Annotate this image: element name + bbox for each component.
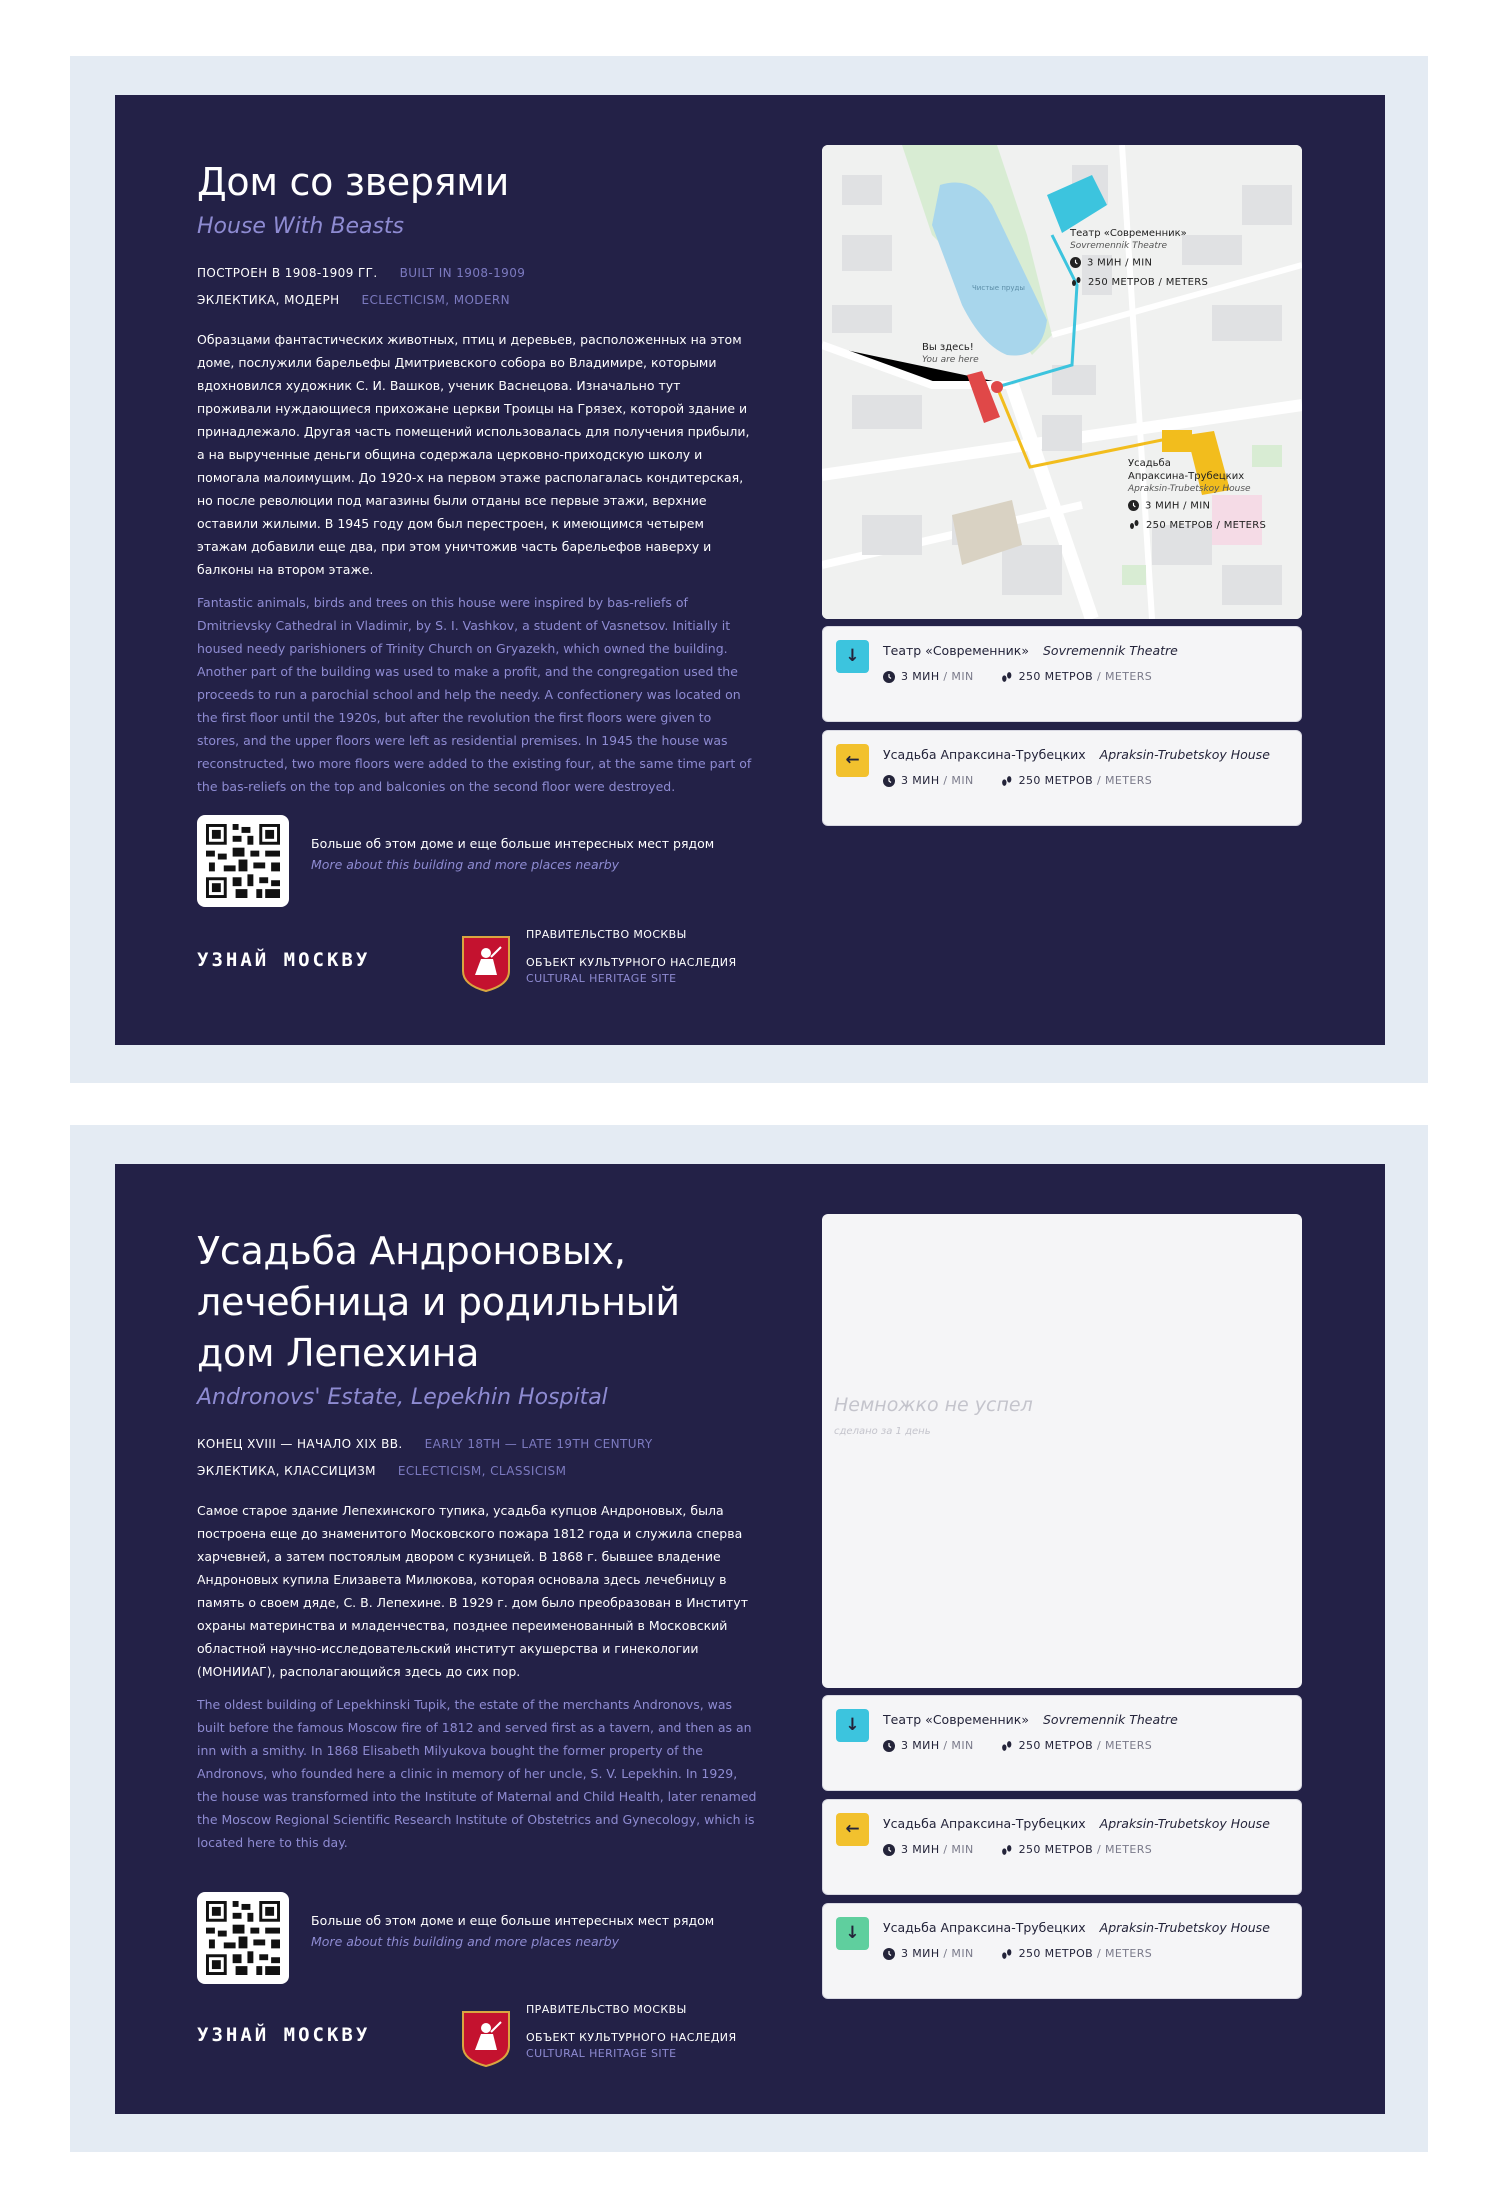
route-distance-ru: 250 МЕТРОВ: [1018, 1843, 1094, 1856]
moscow-emblem-icon: [461, 2010, 511, 2068]
footsteps-icon: [1070, 276, 1082, 288]
route-distance-ru: 250 МЕТРОВ: [1018, 1739, 1094, 1752]
route-distance-en: METERS: [1105, 1947, 1153, 1960]
meta-ru: КОНЕЦ XVIII — НАЧАЛО XIX ВВ.: [197, 1437, 403, 1451]
description-ru: Образцами фантастических животных, птиц и деревьев, расположенных на этом доме, послужили барельефы Дмитриевского собора во Владимире, которыми вдохновился художник С. И. Вашков, ученик Васнецова. Изначально тут проживали нуждающиеся прихожане церкви Троицы на Грязех, которой здание и принадлежало. Другая часть помещений использовалась для получения прибыли, а на вырученные деньги община содержала церковно-приходскую школу и помогала малоимущим. До 1920-х на первом этаже располагалась кондитерская, но после революции под магазины были отданы все первые этажи, верхние оставили жилыми. В 1945 году дом был перестроен, к имеющимся четырем этажам добавили еще два, при этом уничтожив часть барельефов наверху и балконы на втором этаже.: [197, 332, 750, 577]
route-name-ru: Усадьба Апраксина-Трубецких: [883, 1920, 1086, 1935]
arrow-down-icon: ↓: [845, 1923, 860, 1943]
you-are-here-en: You are here: [922, 355, 979, 365]
placeholder-subtitle: сделано за 1 день: [834, 1426, 931, 1437]
route-name-en: Apraksin-Trubetskoy House: [1099, 1920, 1270, 1935]
government-info: [526, 927, 736, 987]
map-dest-theatre: [1070, 227, 1187, 253]
clock-icon: [1070, 257, 1081, 268]
route-name-ru: Театр «Современник»: [883, 643, 1029, 658]
route-badge: [836, 1709, 869, 1742]
map-dest-estate-time-value: 3 МИН / MIN: [1145, 500, 1211, 512]
brand-logo: УЗНАЙ МОСКВУ: [197, 949, 371, 971]
map-dest-theatre-distance: [1070, 276, 1208, 288]
footsteps-icon: [1000, 1948, 1013, 1961]
qr-caption-ru: Больше об этом доме и еще больше интересных мест рядом: [311, 836, 715, 851]
government-name: ПРАВИТЕЛЬСТВО МОСКВЫ: [526, 2003, 687, 2016]
info-column: [197, 1226, 757, 1854]
brand-logo: УЗНАЙ МОСКВУ: [197, 2024, 371, 2046]
route-name-ru: Усадьба Апраксина-Трубецких: [883, 1816, 1086, 1831]
route-badge: [836, 1813, 869, 1846]
footsteps-icon: [1000, 671, 1013, 684]
route-name-en: Apraksin-Trubetskoy House: [1099, 1816, 1270, 1831]
route-time-ru: 3 МИН: [901, 670, 940, 683]
title-ru-line: лечебница и родильный: [197, 1280, 680, 1324]
clock-icon: [883, 1740, 895, 1752]
meta-row: [197, 260, 757, 287]
government-info: [526, 2002, 736, 2062]
route-badge: [836, 1917, 869, 1950]
route-card-estate-2[interactable]: [822, 1903, 1302, 1999]
title-ru: Дом со зверями: [197, 160, 510, 204]
meta-en: EARLY 18TH — LATE 19TH CENTURY: [424, 1437, 653, 1451]
description-ru: Самое старое здание Лепехинского тупика, усадьба купцов Андроновых, была построена еще до знаменитого Московского пожара 1812 года и служила сперва харчевней, а затем постоялым двором с кузницей. В 1868 г. бывшее владение Андроновых купила Елизавета Милюкова, которая основала здесь лечебницу в память о своем дяде, С. В. Лепехине. В 1929 г. дом было преобразован в Институт охраны материнства и младенчества, позднее переименованный в Московский областной научно-исследовательский институт акушерства и гинекологии (МОНИИАГ), располагающийся здесь до сих пор.: [197, 1503, 748, 1679]
map-dest-estate-time: [1128, 500, 1210, 512]
government-name: ПРАВИТЕЛЬСТВО МОСКВЫ: [526, 928, 687, 941]
footsteps-icon: [1128, 519, 1140, 531]
qr-caption: [311, 833, 714, 875]
qr-caption-ru: Больше об этом доме и еще больше интересных мест рядом: [311, 1913, 715, 1928]
title-en: House With Beasts: [197, 214, 405, 239]
route-name-en: Apraksin-Trubetskoy House: [1099, 747, 1270, 762]
map-dest-estate-en: Apraksin-Trubetskoy House: [1128, 484, 1251, 494]
route-distance-ru: 250 МЕТРОВ: [1018, 774, 1094, 787]
route-time-en: MIN: [951, 1739, 974, 1752]
footsteps-icon: [1000, 1844, 1013, 1857]
board-frame-house-with-beasts: [70, 56, 1428, 1083]
route-time-ru: 3 МИН: [901, 1739, 940, 1752]
you-are-here-label: [922, 341, 979, 367]
clock-icon: [883, 671, 895, 683]
route-time-ru: 3 МИН: [901, 1843, 940, 1856]
map-placeholder: [822, 1214, 1302, 1688]
meta-row: [197, 287, 757, 314]
meta-block: [197, 260, 757, 314]
arrow-down-icon: ↓: [845, 1715, 860, 1735]
heritage-type-en: CULTURAL HERITAGE SITE: [526, 972, 677, 985]
meta-block: [197, 1431, 757, 1485]
map-dest-estate: [1128, 457, 1251, 496]
route-time-ru: 3 МИН: [901, 774, 940, 787]
map-dest-estate-ru-2: Апраксина-Трубецких: [1128, 471, 1245, 482]
route-time-en: MIN: [951, 774, 974, 787]
route-time-en: MIN: [951, 1947, 974, 1960]
meta-ru: ПОСТРОЕН В 1908-1909 ГГ.: [197, 266, 378, 280]
clock-icon: [883, 1948, 895, 1960]
route-card-estate[interactable]: [822, 730, 1302, 826]
route-names: [883, 1816, 1270, 1831]
route-name-en: Sovremennik Theatre: [1042, 643, 1178, 658]
footer: [197, 927, 757, 993]
map-dest-estate-ru-1: Усадьба: [1128, 458, 1171, 469]
heritage-type-ru: ОБЪЕКТ КУЛЬТУРНОГО НАСЛЕДИЯ: [526, 2031, 737, 2044]
heritage-type-ru: ОБЪЕКТ КУЛЬТУРНОГО НАСЛЕДИЯ: [526, 956, 737, 969]
title-ru-line: дом Лепехина: [197, 1331, 480, 1375]
route-distance-en: METERS: [1105, 1739, 1153, 1752]
map-dest-theatre-distance-value: 250 МЕТРОВ / METERS: [1088, 277, 1209, 288]
route-distance-en: METERS: [1105, 670, 1153, 683]
map-dest-estate-distance: [1128, 519, 1266, 531]
arrow-down-icon: ↓: [845, 646, 860, 666]
map-drawing: [822, 145, 1302, 619]
route-time-en: MIN: [951, 670, 974, 683]
route-card-estate[interactable]: [822, 1799, 1302, 1895]
map-dest-theatre-en: Sovremennik Theatre: [1070, 241, 1168, 251]
pond-label: Чистые пруды: [972, 284, 1025, 292]
route-distance-ru: 250 МЕТРОВ: [1018, 670, 1094, 683]
meta-en: ECLECTICISM, CLASSICISM: [397, 1464, 567, 1478]
arrow-left-icon: ←: [845, 750, 860, 770]
qr-block: [197, 815, 757, 907]
info-column: [197, 157, 757, 798]
meta-ru: ЭКЛЕКТИКА, МОДЕРН: [197, 293, 340, 307]
route-names: [883, 747, 1270, 762]
route-card-theatre[interactable]: [822, 1695, 1302, 1791]
placeholder-title: Немножко не успел: [834, 1394, 1033, 1416]
meta-ru: ЭКЛЕКТИКА, КЛАССИЦИЗМ: [197, 1464, 376, 1478]
title-ru: [197, 1226, 757, 1379]
qr-caption: [311, 1910, 714, 1952]
clock-icon: [883, 1844, 895, 1856]
route-names: [883, 1920, 1270, 1935]
board: [115, 95, 1385, 1045]
meta-en: BUILT IN 1908-1909: [399, 266, 526, 280]
map-dest-theatre-ru: Театр «Современник»: [1070, 228, 1187, 239]
meta-row: [197, 1458, 757, 1485]
footer: [197, 2002, 757, 2068]
route-badge: [836, 744, 869, 777]
route-distance-en: METERS: [1105, 1843, 1153, 1856]
moscow-emblem-icon: [461, 935, 511, 993]
route-names: [883, 643, 1178, 658]
footsteps-icon: [1000, 1740, 1013, 1753]
clock-icon: [883, 775, 895, 787]
qr-code-icon: [206, 1901, 280, 1975]
board: [115, 1164, 1385, 2114]
route-distance-ru: 250 МЕТРОВ: [1018, 1947, 1094, 1960]
route-name-ru: Театр «Современник»: [883, 1712, 1029, 1727]
qr-block: [197, 1892, 757, 1984]
route-stats: 3 МИН / MIN 250 МЕТРОВ / METERS: [883, 1739, 1152, 1753]
title-ru-line: Усадьба Андроновых,: [197, 1229, 626, 1273]
route-stats: 3 МИН / MIN 250 МЕТРОВ / METERS: [883, 1843, 1152, 1857]
route-stats: 3 МИН / MIN 250 МЕТРОВ / METERS: [883, 670, 1152, 684]
qr-code[interactable]: [197, 1892, 289, 1984]
route-distance-en: METERS: [1105, 774, 1153, 787]
title-en: Andronovs' Estate, Lepekhin Hospital: [197, 1385, 608, 1410]
route-stats: 3 МИН / MIN 250 МЕТРОВ / METERS: [883, 1947, 1152, 1961]
map-dest-theatre-time-value: 3 МИН / MIN: [1087, 257, 1153, 269]
route-name-ru: Усадьба Апраксина-Трубецких: [883, 747, 1086, 762]
meta-row: [197, 1431, 757, 1458]
qr-caption-en: More about this building and more places nearby: [311, 857, 620, 872]
description-en: The oldest building of Lepekhinski Tupik, the estate of the merchants Andronovs, was built before the famous Moscow fire of 1812 and served first as a tavern, and then as an inn with a smithy. In 1868 Elisabeth Milyukova bought the former property of the Andronovs, who founded here a clinic in memory of her uncle, S. V. Lepekhin. In 1929, the house was transformed into the Institute of Maternal and Child Health, later renamed the Moscow Regional Scientific Research Institute of Obstetrics and Gynecology, which is located here to this day.: [197, 1697, 757, 1850]
description-en: Fantastic animals, birds and trees on this house were inspired by bas-reliefs of Dmitrievsky Cathedral in Vladimir, by S. I. Vashkov, a student of Vasnetsov. Initially it housed needy parishioners of Trinity Church on Gryazekh, which owned the building. Another part of the building was used to make a profit, and the congregation used the proceeds to run a parochial school and help the needy. A confectionery was located on the first floor until the 1920s, but after the revolution the first floors were given to stores, and the upper floors were left as residential premises. In 1945 the house was reconstructed, two more floors were added to the existing four, at the same time part of the bas-reliefs on the top and balconies on the second floor were destroyed.: [197, 595, 752, 794]
meta-en: ECLECTICISM, MODERN: [361, 293, 511, 307]
route-names: [883, 1712, 1178, 1727]
qr-code[interactable]: [197, 815, 289, 907]
route-time-ru: 3 МИН: [901, 1947, 940, 1960]
heritage-type-en: CULTURAL HERITAGE SITE: [526, 2047, 677, 2060]
qr-caption-en: More about this building and more places nearby: [311, 1934, 620, 1949]
route-stats: 3 МИН / MIN 250 МЕТРОВ / METERS: [883, 774, 1152, 788]
clock-icon: [1128, 500, 1139, 511]
map-dest-estate-distance-value: 250 МЕТРОВ / METERS: [1146, 520, 1267, 531]
footsteps-icon: [1000, 775, 1013, 788]
route-card-theatre[interactable]: [822, 626, 1302, 722]
route-time-en: MIN: [951, 1843, 974, 1856]
route-badge: [836, 640, 869, 673]
board-frame-andronovs-estate: [70, 1125, 1428, 2152]
route-name-en: Sovremennik Theatre: [1042, 1712, 1178, 1727]
map-dest-theatre-time: [1070, 257, 1152, 269]
qr-code-icon: [206, 824, 280, 898]
you-are-here-ru: Вы здесь!: [922, 342, 974, 353]
area-map[interactable]: [822, 145, 1302, 619]
arrow-left-icon: ←: [845, 1819, 860, 1839]
